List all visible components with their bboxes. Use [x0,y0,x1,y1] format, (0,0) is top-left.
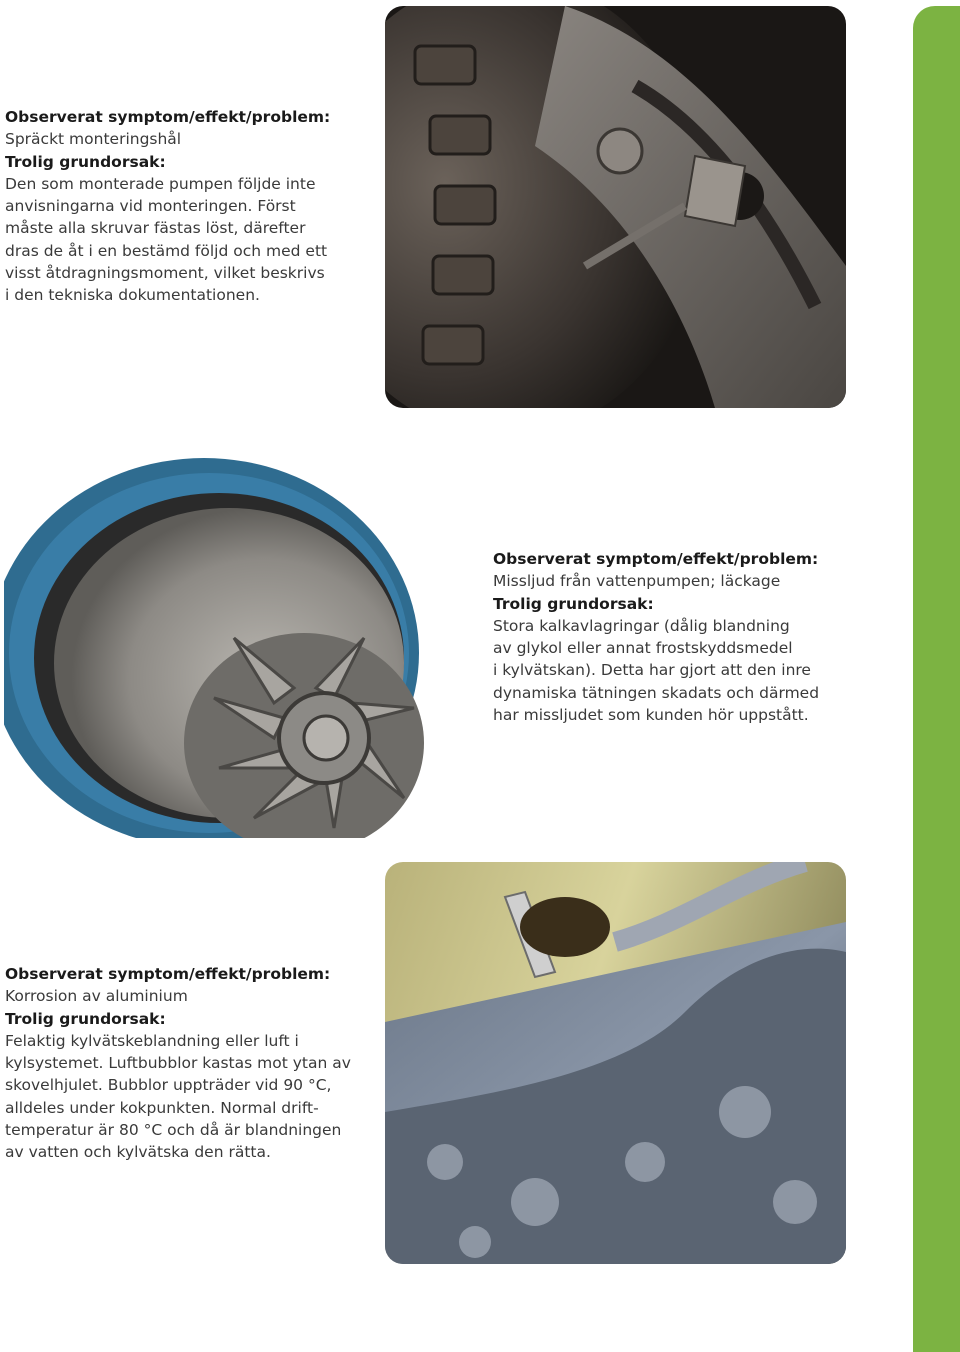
green-side-bar [913,6,960,1352]
cause-heading: Trolig grundorsak: [493,594,654,613]
cause-line: Felaktig kylvätskeblandning eller luft i [5,1031,299,1050]
symptom-heading: Observerat symptom/effekt/problem: [5,108,331,126]
symptom-heading: Observerat symptom/effekt/problem: [493,550,819,568]
cause-line: kylsystemet. Luftbubblor kastas mot ytan av [5,1054,351,1073]
cause-heading: Trolig grundorsak: [5,1009,166,1028]
photo-aluminium-corrosion [385,862,846,1264]
cause-line: av vatten och kylvätska den rätta. [5,1143,271,1162]
cause-line: i kylvätskan). Detta har gjort att den inre [493,661,811,680]
cause-line: Stora kalkavlagringar (dålig blandning [493,616,790,635]
cause-line: dynamiska tätningen skadats och därmed [493,683,820,702]
cause-line: Den som monterade pumpen följde inte [5,174,316,193]
symptom-heading: Observerat symptom/effekt/problem: [5,965,331,983]
cause-line: visst åtdragningsmoment, vilket beskrivs [5,264,325,283]
cause-line: alldeles under kokpunkten. Normal drift- [5,1098,319,1117]
symptom-text: Missljud från vattenpumpen; läckage [493,572,781,591]
section-3-text [5,963,375,1164]
cause-line: av glykol eller annat frostskyddsmedel [493,639,793,658]
cause-heading: Trolig grundorsak: [5,152,166,171]
cause-line: dras de åt i en bestämd följd och med ett [5,241,328,260]
photo-water-pump-limescale [4,438,463,838]
cause-line: i den tekniska dokumentationen. [5,286,260,305]
cause-line: temperatur är 80 °C och då är blandningen [5,1121,342,1140]
cause-line: har missljudet som kunden hör uppstått. [493,706,809,725]
symptom-text: Korrosion av aluminium [5,987,188,1006]
section-1-text [5,106,375,307]
section-2-text [493,548,853,726]
photo-cracked-mounting-hole [385,6,846,408]
cause-line: anvisningarna vid monteringen. Först [5,197,296,216]
cause-line: måste alla skruvar fästas löst, därefter [5,219,306,238]
cause-line: skovelhjulet. Bubblor uppträder vid 90 °C, [5,1076,332,1095]
symptom-text: Spräckt monteringshål [5,130,182,149]
